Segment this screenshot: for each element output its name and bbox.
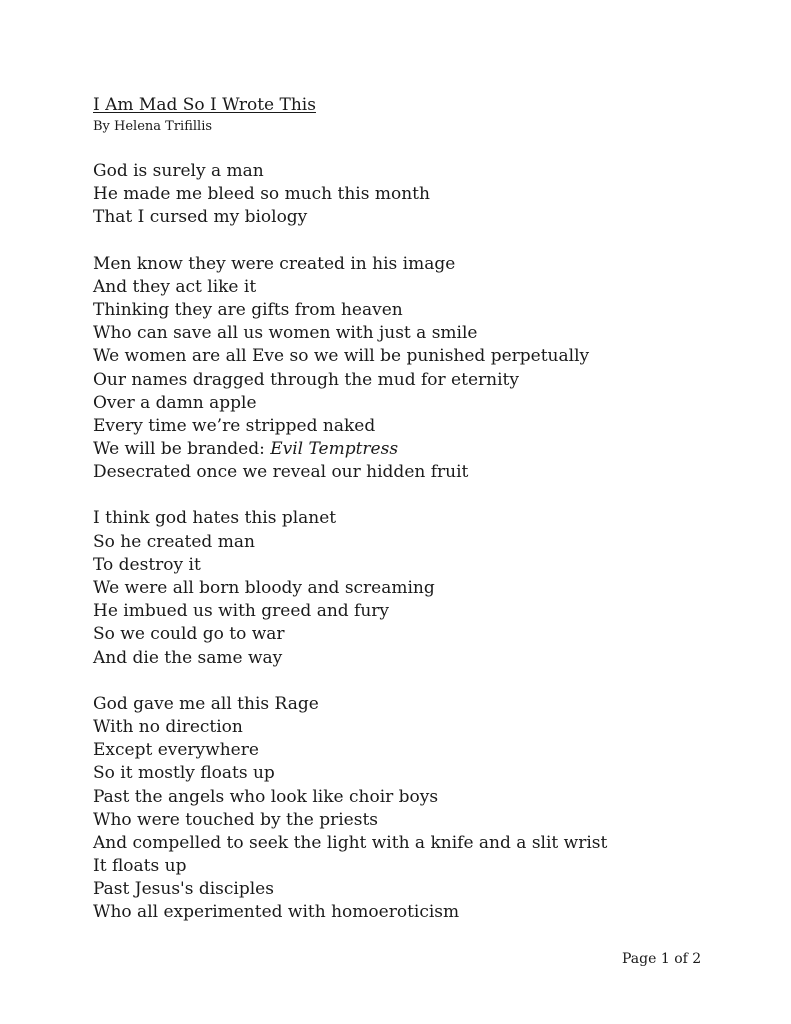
poem-line: Except everywhere	[93, 740, 259, 761]
poem-line: I think god hates this planet	[93, 508, 337, 529]
branded-prefix: We will be branded:	[93, 439, 271, 460]
poem-line: Who can save all us women with just a smile	[93, 323, 478, 344]
poem-line: God is surely a man	[93, 161, 264, 181]
poem-line: God gave me all this Rage	[93, 693, 319, 714]
poem-line: And die the same way	[93, 647, 283, 668]
poem-line: It floats up	[93, 856, 187, 877]
poem-line: He imbued us with greed and fury	[93, 601, 390, 622]
stanza-1	[93, 160, 733, 230]
poem-line: Past Jesus's disciples	[93, 879, 274, 900]
poem-line: We women are all Eve so we will be punished perpetually	[93, 346, 590, 367]
poem-line: Desecrated once we reveal our hidden fruit	[93, 462, 469, 483]
poem-line: So he created man	[93, 531, 255, 552]
poem-line: Every time we’re stripped naked	[93, 415, 376, 436]
poem-line: Over a damn apple	[93, 392, 257, 413]
poem-line: With no direction	[93, 716, 243, 737]
branded-italic-text: Evil Temptress	[270, 439, 399, 460]
poem-line: Past the angels who look like choir boys	[93, 786, 439, 807]
poem-title: I Am Mad So I Wrote This	[93, 95, 316, 115]
poem-line: Who were touched by the priests	[93, 809, 379, 830]
poem-body	[93, 160, 733, 948]
poem-line: To destroy it	[93, 554, 201, 575]
poem-line: And compelled to seek the light with a knife and a slit wrist	[93, 832, 608, 853]
poem-line: And they act like it	[93, 276, 257, 297]
poem-line: So we could go to war	[93, 624, 285, 645]
page-number: Page 1 of 2	[622, 951, 702, 967]
poem-line: That I cursed my biology	[93, 207, 308, 228]
stanza-3	[93, 507, 733, 669]
poem-line: Who all experimented with homoeroticism	[93, 902, 460, 923]
poem-line: Men know they were created in his image	[93, 253, 456, 274]
poem-line: Our names dragged through the mud for eternity	[93, 369, 519, 390]
stanza-2	[93, 253, 733, 485]
poem-line: So it mostly floats up	[93, 763, 275, 784]
author-byline: By Helena Trifillis	[93, 119, 213, 134]
poem-line-branded	[93, 438, 733, 461]
poem-line: He made me bleed so much this month	[93, 184, 430, 205]
stanza-4	[93, 693, 733, 925]
poem-line: We were all born bloody and screaming	[93, 578, 435, 598]
poem-line: Thinking they are gifts from heaven	[93, 299, 403, 320]
